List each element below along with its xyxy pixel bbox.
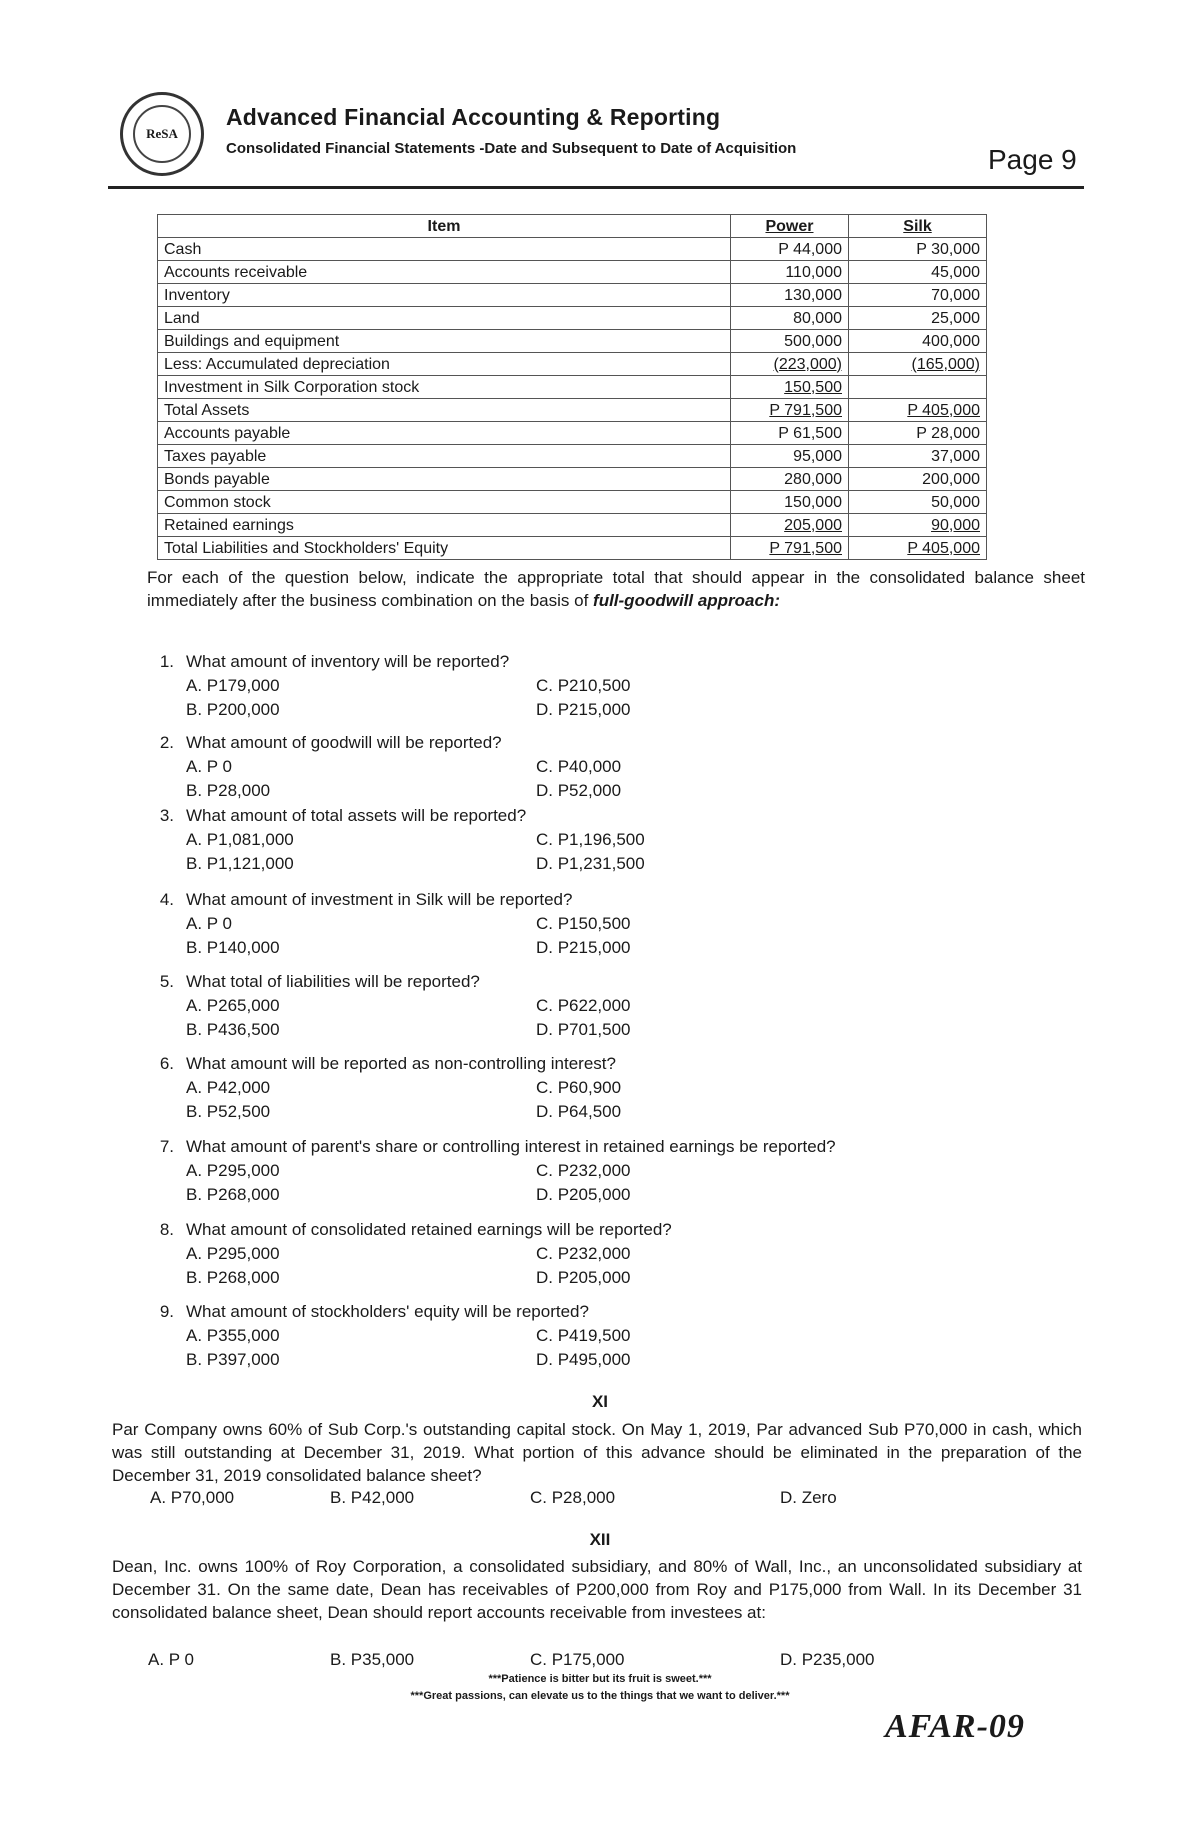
row-label: Total Liabilities and Stockholders' Equity (158, 537, 731, 560)
table-row (158, 399, 987, 422)
option-d: D. P64,500 (536, 1102, 622, 1121)
xii-option-d: D. P235,000 (780, 1650, 875, 1669)
table-row (158, 284, 987, 307)
option-d: D. P205,000 (536, 1268, 631, 1287)
document-title: Advanced Financial Accounting & Reporting (226, 104, 721, 130)
header-silk: Silk (849, 215, 987, 238)
resa-logo (120, 92, 204, 176)
option-a: A. P355,000 (186, 1326, 280, 1345)
row-label: Taxes payable (158, 445, 731, 468)
option-b: B. P268,000 (186, 1185, 280, 1204)
table-header-row (158, 215, 987, 238)
power-value: 280,000 (731, 468, 849, 491)
option-b: B. P436,500 (186, 1020, 280, 1039)
motto-1: ***Patience is bitter but its fruit is sweet.*** (488, 1673, 712, 1685)
question-number: 8. (159, 1220, 174, 1239)
power-value: 150,000 (731, 491, 849, 514)
option-d: D. P215,000 (536, 938, 631, 957)
power-value: 80,000 (731, 307, 849, 330)
header-item: Item (158, 215, 731, 238)
xii-option-a: A. P 0 (148, 1650, 194, 1669)
option-c: C. P622,000 (536, 996, 631, 1015)
option-a: A. P295,000 (186, 1244, 280, 1263)
xii-option-c: C. P175,000 (530, 1650, 625, 1669)
silk-value: 400,000 (849, 330, 987, 353)
table-row (158, 445, 987, 468)
power-value: P 791,500 (731, 537, 849, 560)
row-label: Accounts payable (158, 422, 731, 445)
option-b: B. P1,121,000 (186, 854, 294, 873)
option-a: A. P 0 (186, 757, 232, 776)
document-subtitle: Consolidated Financial Statements -Date and Subsequent to Date of Acquisition (226, 140, 797, 157)
table-row (158, 307, 987, 330)
instructions (147, 566, 1085, 612)
row-label: Inventory (158, 284, 731, 307)
option-d: D. P205,000 (536, 1185, 631, 1204)
question-number: 9. (159, 1302, 174, 1321)
option-b: B. P140,000 (186, 938, 280, 957)
xii-option-b: B. P35,000 (330, 1650, 415, 1669)
question-stem: What amount of stockholders' equity will be reported? (186, 1302, 589, 1321)
option-a: A. P 0 (186, 914, 232, 933)
question-number: 7. (159, 1137, 174, 1156)
question-stem: What total of liabilities will be reported? (186, 972, 480, 991)
power-value: (223,000) (731, 353, 849, 376)
option-c: C. P419,500 (536, 1326, 631, 1345)
option-b: B. P397,000 (186, 1350, 280, 1369)
question-stem: What amount of parent's share or controlling interest in retained earnings be reported? (186, 1137, 836, 1156)
silk-value (849, 376, 987, 399)
option-a: A. P1,081,000 (186, 830, 294, 849)
question-stem: What amount of consolidated retained earnings will be reported? (186, 1220, 672, 1239)
power-value: 130,000 (731, 284, 849, 307)
row-label: Bonds payable (158, 468, 731, 491)
question-number: 1. (159, 652, 174, 671)
question-stem: What amount of total assets will be reported? (186, 806, 527, 825)
power-value: 205,000 (731, 514, 849, 537)
silk-value: 90,000 (849, 514, 987, 537)
xi-option-a: A. P70,000 (150, 1488, 235, 1507)
power-value: 95,000 (731, 445, 849, 468)
option-b: B. P268,000 (186, 1268, 280, 1287)
power-value: P 61,500 (731, 422, 849, 445)
section-xi-text: Par Company owns 60% of Sub Corp.'s outstanding capital stock. On May 1, 2019, Par advanced Sub P70,000 in cash, which was still outstanding at December 31, 2019. What portion of this advance should be eliminated in the preparation of the December 31, 2019 consolidated balance sheet? (112, 1420, 1082, 1485)
option-d: D. P495,000 (536, 1350, 631, 1369)
question-stem: What amount of inventory will be reported? (186, 652, 510, 671)
power-value: 110,000 (731, 261, 849, 284)
xi-option-c: C. P28,000 (530, 1488, 616, 1507)
option-a: A. P42,000 (186, 1078, 271, 1097)
silk-value: P 30,000 (849, 238, 987, 261)
silk-value: 25,000 (849, 307, 987, 330)
table-row (158, 422, 987, 445)
row-label: Accounts receivable (158, 261, 731, 284)
instructions-emphasis: full-goodwill approach: (593, 591, 781, 610)
power-value: P 791,500 (731, 399, 849, 422)
balance-sheet-table (157, 214, 987, 560)
option-c: C. P150,500 (536, 914, 631, 933)
row-label: Land (158, 307, 731, 330)
silk-value: 50,000 (849, 491, 987, 514)
section-xi-heading: XI (591, 1392, 609, 1411)
section-xii-text: Dean, Inc. owns 100% of Roy Corporation, a consolidated subsidiary, and 80% of Wall, Inc., an unconsolidated subsidiary at December 31. On the same date, Dean has receivables of P200,000 from Roy and P175,000 from Wall. In its December 31 consolidated balance sheet, Dean should report accounts receivable from investees at: (112, 1557, 1082, 1622)
power-value: 500,000 (731, 330, 849, 353)
silk-value: (165,000) (849, 353, 987, 376)
motto-2: ***Great passions, can elevate us to the things that we want to deliver.*** (410, 1690, 790, 1702)
table-row (158, 353, 987, 376)
question-number: 4. (159, 890, 174, 909)
question-stem: What amount will be reported as non-controlling interest? (186, 1054, 616, 1073)
table-row (158, 537, 987, 560)
option-d: D. P701,500 (536, 1020, 631, 1039)
power-value: 150,500 (731, 376, 849, 399)
row-label: Retained earnings (158, 514, 731, 537)
question-stem: What amount of investment in Silk will be reported? (186, 890, 573, 909)
silk-value: 200,000 (849, 468, 987, 491)
row-label: Less: Accumulated depreciation (158, 353, 731, 376)
option-b: B. P28,000 (186, 781, 271, 800)
option-d: D. P1,231,500 (536, 854, 645, 873)
table-row (158, 238, 987, 261)
row-label: Total Assets (158, 399, 731, 422)
option-d: D. P215,000 (536, 700, 631, 719)
question-number: 5. (159, 972, 174, 991)
question-number: 2. (159, 733, 174, 752)
logo-inner-ring (133, 105, 191, 163)
question-stem: What amount of goodwill will be reported? (186, 733, 502, 752)
table-row (158, 491, 987, 514)
silk-value: P 28,000 (849, 422, 987, 445)
row-label: Buildings and equipment (158, 330, 731, 353)
silk-value: 70,000 (849, 284, 987, 307)
option-c: C. P232,000 (536, 1244, 631, 1263)
question-number: 3. (159, 806, 174, 825)
table-row (158, 376, 987, 399)
logo-text: ReSA (146, 126, 178, 141)
option-c: C. P1,196,500 (536, 830, 645, 849)
power-value: P 44,000 (731, 238, 849, 261)
option-d: D. P52,000 (536, 781, 622, 800)
row-label: Investment in Silk Corporation stock (158, 376, 731, 399)
section-xii-heading: XII (589, 1530, 611, 1549)
option-b: B. P52,500 (186, 1102, 271, 1121)
xi-option-b: B. P42,000 (330, 1488, 415, 1507)
table-row (158, 261, 987, 284)
silk-value: 37,000 (849, 445, 987, 468)
page-number: Page 9 (988, 144, 1077, 175)
row-label: Cash (158, 238, 731, 261)
option-a: A. P295,000 (186, 1161, 280, 1180)
option-c: C. P232,000 (536, 1161, 631, 1180)
xi-option-d: D. Zero (780, 1488, 837, 1507)
option-b: B. P200,000 (186, 700, 280, 719)
option-c: C. P60,900 (536, 1078, 622, 1097)
header-divider (108, 186, 1084, 189)
row-label: Common stock (158, 491, 731, 514)
instructions-text: For each of the question below, indicate the appropriate total that should appear in the consolidated balance sheet immediately after the business combination on the basis of (147, 568, 1085, 610)
document-code: AFAR-09 (885, 1708, 1025, 1745)
header-power: Power (731, 215, 849, 238)
table-row (158, 330, 987, 353)
option-c: C. P210,500 (536, 676, 631, 695)
option-a: A. P179,000 (186, 676, 280, 695)
silk-value: 45,000 (849, 261, 987, 284)
silk-value: P 405,000 (849, 537, 987, 560)
question-number: 6. (159, 1054, 174, 1073)
table-row (158, 514, 987, 537)
option-a: A. P265,000 (186, 996, 280, 1015)
table-row (158, 468, 987, 491)
silk-value: P 405,000 (849, 399, 987, 422)
option-c: C. P40,000 (536, 757, 622, 776)
